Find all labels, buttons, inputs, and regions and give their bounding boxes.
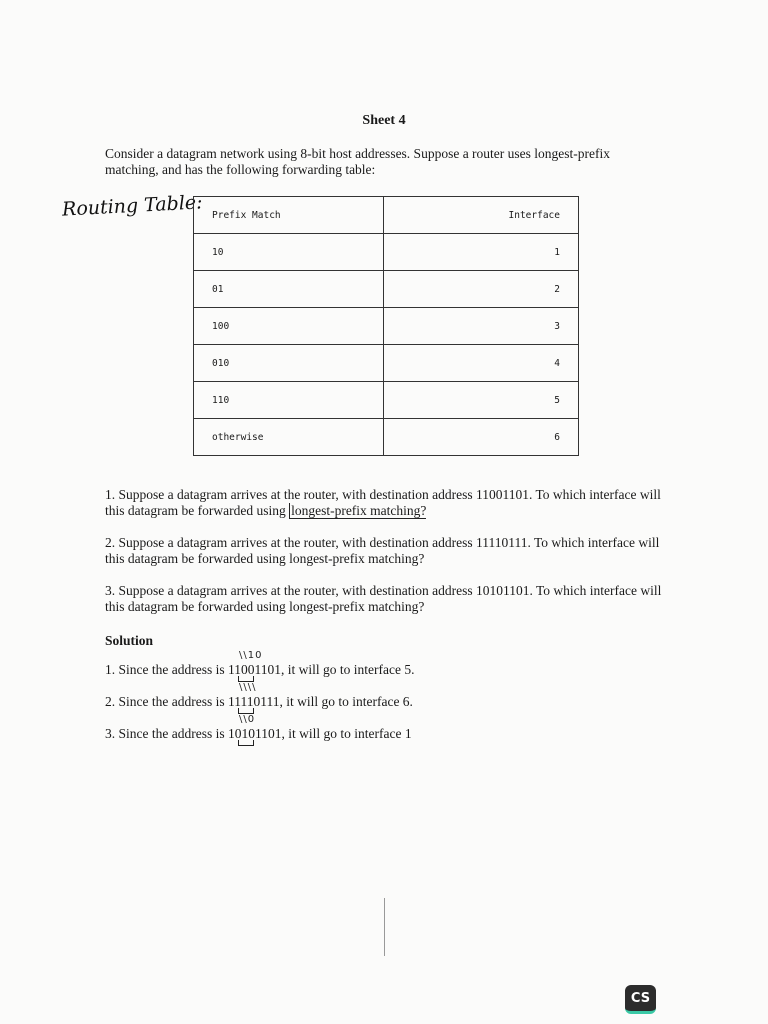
header-interface: Interface — [384, 197, 579, 234]
camscanner-logo: CS — [625, 985, 656, 1014]
table-row — [194, 308, 579, 345]
solution-list — [105, 650, 605, 758]
solution-heading: Solution — [105, 633, 154, 648]
prefix-cell: 010 — [194, 345, 384, 382]
interface-cell: 1 — [384, 234, 579, 271]
table-row — [194, 234, 579, 271]
prefix-bracket-mark — [238, 740, 254, 746]
prefix-cell: otherwise — [194, 419, 384, 456]
question-1-text: 1. Suppose a datagram arrives at the router, with destination address 11001101. To which interface will this datagram be forwarded using — [105, 487, 661, 518]
table-row — [194, 271, 579, 308]
table-row — [194, 382, 579, 419]
handwritten-annotation: \\10 — [239, 650, 263, 661]
sheet-title: Sheet 4 — [362, 113, 406, 128]
prefix-cell: 110 — [194, 382, 384, 419]
prefix-cell: 100 — [194, 308, 384, 345]
header-prefix-match: Prefix Match — [194, 197, 384, 234]
question-1-marked-phrase: longest-prefix matching? — [291, 503, 427, 518]
prefix-cell: 01 — [194, 271, 384, 308]
question-1 — [105, 487, 665, 519]
solution-item — [105, 682, 605, 726]
interface-cell: 4 — [384, 345, 579, 382]
scan-fold-mark — [384, 898, 385, 956]
question-2: 2. Suppose a datagram arrives at the router, with destination address 11110111. To which interface will this datagram be forwarded using longest-prefix matching? — [105, 535, 660, 566]
solution-item — [105, 650, 605, 694]
table-row — [194, 419, 579, 456]
prefix-cell: 10 — [194, 234, 384, 271]
solution-text: 3. Since the address is 10101101, it will go to interface 1 — [105, 726, 412, 741]
interface-cell: 3 — [384, 308, 579, 345]
intro-paragraph: Consider a datagram network using 8-bit host addresses. Suppose a router uses longest-prefix matching, and has the following forwarding table: — [105, 146, 611, 177]
handwritten-annotation: \\0 — [239, 714, 256, 725]
handwritten-table-label: Routing Table: — [61, 191, 204, 221]
interface-cell: 6 — [384, 419, 579, 456]
interface-cell: 5 — [384, 382, 579, 419]
table-header-row — [194, 197, 579, 234]
handwritten-annotation: \\\\ — [239, 682, 257, 693]
questions — [105, 487, 665, 631]
table-row — [194, 345, 579, 382]
solution-text: 2. Since the address is 11110111, it will go to interface 6. — [105, 694, 413, 709]
interface-cell: 2 — [384, 271, 579, 308]
solution-text: 1. Since the address is 11001101, it will go to interface 5. — [105, 662, 415, 677]
forwarding-table — [193, 196, 579, 456]
solution-item — [105, 714, 605, 758]
question-3: 3. Suppose a datagram arrives at the router, with destination address 10101101. To which interface will this datagram be forwarded using longest-prefix matching? — [105, 583, 662, 614]
